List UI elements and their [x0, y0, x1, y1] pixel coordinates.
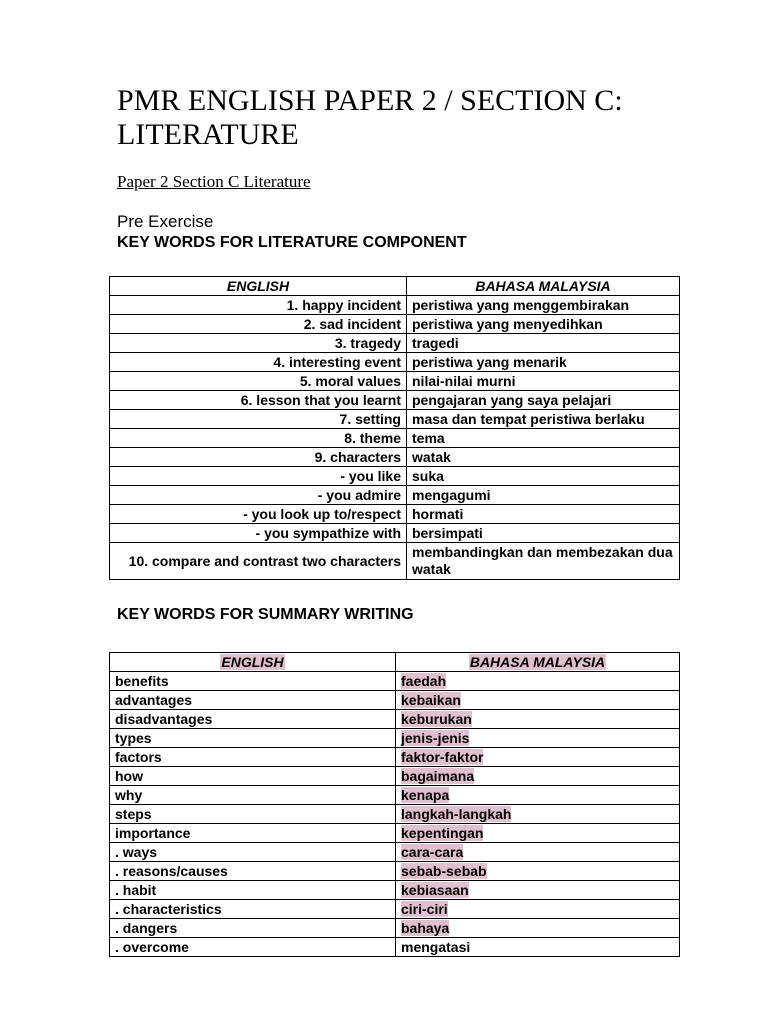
english-term: - you like: [110, 467, 407, 486]
malay-term: masa dan tempat peristiwa berlaku: [407, 410, 680, 429]
malay-term: peristiwa yang menarik: [407, 353, 680, 372]
english-term: . dangers: [110, 919, 396, 938]
table-row: [110, 767, 680, 786]
summary-keywords-table: [109, 652, 680, 957]
table-row: [110, 900, 680, 919]
malay-term: cara-cara: [401, 844, 464, 860]
english-term: importance: [110, 824, 396, 843]
table-row: [110, 824, 680, 843]
malay-term: hormati: [407, 505, 680, 524]
english-term: 9. characters: [110, 448, 407, 467]
table-row: [110, 729, 680, 748]
malay-term: nilai-nilai murni: [407, 372, 680, 391]
table-row: [110, 334, 680, 353]
column-header-bahasa: [396, 653, 680, 672]
summary-heading: KEY WORDS FOR SUMMARY WRITING: [117, 606, 414, 623]
literature-keywords-table: [109, 276, 680, 580]
table-row: [110, 372, 680, 391]
table-row: [110, 353, 680, 372]
english-term: disadvantages: [110, 710, 396, 729]
malay-term: peristiwa yang menyedihkan: [407, 315, 680, 334]
english-term: 4. interesting event: [110, 353, 407, 372]
english-term: benefits: [110, 672, 396, 691]
malay-term-cell: [396, 767, 680, 786]
english-term: . ways: [110, 843, 396, 862]
malay-term: faktor-faktor: [401, 749, 484, 765]
column-header-bahasa-text: BAHASA MALAYSIA: [469, 654, 606, 670]
english-term: 3. tragedy: [110, 334, 407, 353]
english-term: 8. theme: [110, 429, 407, 448]
english-term: 6. lesson that you learnt: [110, 391, 407, 410]
table-row: [110, 391, 680, 410]
english-term: advantages: [110, 691, 396, 710]
malay-term-cell: [396, 748, 680, 767]
malay-term: pengajaran yang saya pelajari: [407, 391, 680, 410]
malay-term: bersimpati: [407, 524, 680, 543]
malay-term: watak: [407, 448, 680, 467]
english-term: types: [110, 729, 396, 748]
malay-term-cell: [396, 710, 680, 729]
page-title: PMR ENGLISH PAPER 2 / SECTION C: LITERATURE: [117, 84, 623, 151]
column-header-english-text: ENGLISH: [221, 654, 284, 670]
malay-term: kebaikan: [401, 692, 461, 708]
table-row: [110, 524, 680, 543]
table-row: [110, 805, 680, 824]
table-row: [110, 296, 680, 315]
malay-term-cell: [396, 862, 680, 881]
english-term: . overcome: [110, 938, 396, 957]
table-row: [110, 315, 680, 334]
table-row: [110, 710, 680, 729]
malay-term-cell: [396, 900, 680, 919]
english-term: - you look up to/respect: [110, 505, 407, 524]
malay-term: tema: [407, 429, 680, 448]
english-term: . habit: [110, 881, 396, 900]
malay-term: jenis-jenis: [401, 730, 470, 746]
english-term: 2. sad incident: [110, 315, 407, 334]
english-term: - you sympathize with: [110, 524, 407, 543]
table-row: [110, 862, 680, 881]
malay-term-cell: [396, 786, 680, 805]
malay-term: kenapa: [401, 787, 450, 803]
english-term: . characteristics: [110, 900, 396, 919]
english-term: 7. setting: [110, 410, 407, 429]
table-row: [110, 919, 680, 938]
table-row: [110, 748, 680, 767]
malay-term: langkah-langkah: [401, 806, 512, 822]
table-row: [110, 938, 680, 957]
english-term: how: [110, 767, 396, 786]
malay-term-cell: [396, 805, 680, 824]
table-row: [110, 881, 680, 900]
malay-term: tragedi: [407, 334, 680, 353]
pre-exercise-label: Pre Exercise: [117, 212, 214, 231]
english-term: 10. compare and contrast two characters: [110, 543, 407, 580]
table-row: [110, 691, 680, 710]
malay-term: bagaimana: [401, 768, 475, 784]
english-term: why: [110, 786, 396, 805]
table-row: [110, 505, 680, 524]
english-term: factors: [110, 748, 396, 767]
malay-term-cell: [396, 691, 680, 710]
english-term: steps: [110, 805, 396, 824]
malay-term: ciri-ciri: [401, 901, 448, 917]
malay-term-cell: [396, 881, 680, 900]
english-term: - you admire: [110, 486, 407, 505]
table-row: [110, 786, 680, 805]
table-header-row: [110, 653, 680, 672]
literature-heading: KEY WORDS FOR LITERATURE COMPONENT: [117, 234, 467, 251]
malay-term-cell: [396, 843, 680, 862]
subtitle-link[interactable]: Paper 2 Section C Literature: [117, 172, 311, 191]
english-term: 1. happy incident: [110, 296, 407, 315]
table-row: [110, 543, 680, 580]
column-header-english: ENGLISH: [110, 277, 407, 296]
malay-term-cell: [396, 938, 680, 957]
table-row: [110, 467, 680, 486]
table-header-row: [110, 277, 680, 296]
malay-term-cell: [396, 919, 680, 938]
table-row: [110, 429, 680, 448]
table-row: [110, 486, 680, 505]
english-term: . reasons/causes: [110, 862, 396, 881]
malay-term: kebiasaan: [401, 882, 469, 898]
malay-term: kepentingan: [401, 825, 484, 841]
column-header-bahasa: BAHASA MALAYSIA: [407, 277, 680, 296]
malay-term: keburukan: [401, 711, 472, 727]
malay-term: membandingkan dan membezakan dua watak: [407, 543, 680, 580]
table-row: [110, 843, 680, 862]
malay-term-cell: [396, 824, 680, 843]
malay-term: bahaya: [401, 920, 450, 936]
table-row: [110, 672, 680, 691]
malay-term-cell: [396, 672, 680, 691]
table-row: [110, 410, 680, 429]
malay-term: suka: [407, 467, 680, 486]
table-row: [110, 448, 680, 467]
malay-term: mengagumi: [407, 486, 680, 505]
malay-term-cell: [396, 729, 680, 748]
malay-term: peristiwa yang menggembirakan: [407, 296, 680, 315]
malay-term: mengatasi: [401, 939, 471, 955]
malay-term: sebab-sebab: [401, 863, 487, 879]
column-header-english: [110, 653, 396, 672]
malay-term: faedah: [401, 673, 447, 689]
english-term: 5. moral values: [110, 372, 407, 391]
